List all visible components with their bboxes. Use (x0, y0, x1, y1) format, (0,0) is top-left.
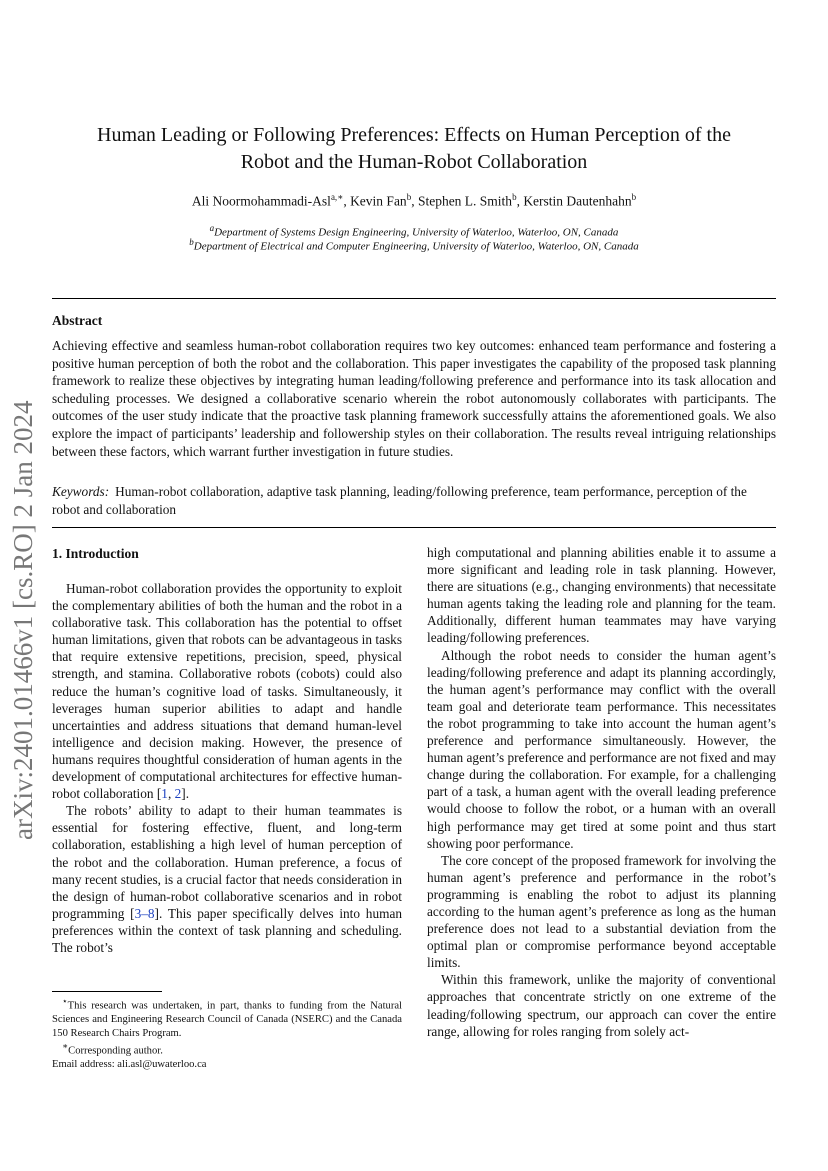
affiliation (60, 237, 768, 253)
footnote-text: Corresponding author. (68, 1045, 163, 1057)
author-name: Kerstin Dautenhahn (523, 193, 632, 209)
author-affil-mark: b (406, 192, 412, 202)
paragraph-text: Human-robot collaboration provides the opportunity to exploit the complementary abilities of both the human and the robot in a collaborative task. This collaboration has the potential to offset human limitations, given that robots can be advantageous in tasks that require extensive repetitions, precision, speed, physical strength, and stamina. Collaborative robots (cobots) could also reduce the human’s cognitive load of tasks. Simultaneously, it leverages human superior abilities to adapt and handle uncertainties and address situations that demand human-level intelligence and decision making. However, the presence of humans requires thoughtful consideration of human agents in the development of computational architectures for effective human-robot collaboration [ (52, 581, 402, 802)
author-list: Ali Noormohammadi-Asl$^{a,∗}$, Kevin Fan$^b$, Stephen L. Smith$^b$, Kerstin Dautenhahn$^b$ (191, 192, 637, 209)
citation-link[interactable]: 1 (161, 786, 168, 802)
abstract-heading: Abstract (52, 313, 103, 328)
affil-mark: a (209, 223, 215, 233)
author-name: Kevin Fan (350, 193, 407, 209)
section-heading: 1. Introduction (52, 546, 139, 561)
author-affil-mark: a,∗ (330, 192, 344, 202)
paragraph-text: The robots’ ability to adapt to their human teammates is essential for fostering effective, fluent, and long-term collaboration, establishing a high level of human perception of the robot and the collaboration. Human preference, a focus of many recent studies, is a crucial factor that needs consideration in the design of human-robot collaborative scenarios and in robot programming [ (52, 803, 402, 921)
right-column (427, 544, 776, 1040)
affil-text: Department of Electrical and Computer Engineering, University of Waterloo, Waterloo, ON, Canada (193, 240, 639, 253)
paper-title (60, 122, 768, 176)
footnotes (52, 995, 402, 1072)
author-name: Ali Noormohammadi-Asl (191, 193, 331, 209)
footnote-mark: ∗ (62, 1041, 69, 1052)
abstract-text: Achieving effective and seamless human-robot collaboration requires two key outcomes: enhanced team performance and fostering a positive human perception of both the robot and the collaboration. This paper investigates the capability of the proposed task planning framework to realize these objectives by integrating human leading/following preference and performance into its task allocation and scheduling processes. We designed a collaborative scenario wherein the robot autonomously collaborates with participants. The outcomes of the user study indicate that the proactive task planning framework successfully attains the aforementioned goals. We also explore the impact of participants’ leadership and followership styles on their collaboration. The results reveal intriguing relationships between these factors, which warrant further investigation in future studies. (52, 338, 776, 459)
left-column (52, 580, 402, 956)
citation-link[interactable]: 3–8 (134, 905, 155, 921)
title-line-1: Human Leading or Following Preferences: Effects on Human Perception of the (97, 124, 731, 146)
footnote-email[interactable]: Email address: ali.asl@uwaterloo.ca (52, 1059, 207, 1071)
footnote-divider (52, 991, 162, 992)
paragraph (52, 802, 402, 956)
footnote-mark: ⋆ (62, 996, 68, 1006)
keywords-label: Keywords: (52, 484, 110, 499)
paragraph-text: ]. This paper specifically delves into human preferences within the context of task planning and scheduling. The robot’s (52, 905, 402, 955)
footnote-funding (52, 995, 402, 1040)
author-affil-mark: b (512, 192, 517, 202)
paragraph: Human-robot collaboration provides the opportunity to exploit the complementary abilities of both the human and the robot in a collaborative task. This collaboration has the potential to offset human limitations, given that robots can be advantageous in tasks that require extensive repetitions, precision, speed, physical strength, and stamina. Collaborative robots (cobots) could also reduce the human’s cognitive load of tasks. Simultaneously, it leverages human superior abilities to adapt and handle uncertainties and address situations that demand human-level intelligence and decision making. However, the presence of humans requires thoughtful consideration of human agents in the development of computational architectures for effective human-robot collaboration [1, 2]. (52, 581, 402, 802)
footnote-corresponding (52, 1040, 402, 1058)
footnote-text: This research was undertaken, in part, thanks to funding from the Natural Sciences and Engineering Research Council of Canada (NSERC) and the Canada 150 Research Chairs Program. (52, 1000, 402, 1039)
author-name: Stephen L. Smith (417, 193, 513, 209)
author-affil-mark: b (631, 192, 637, 202)
affil-text: Department of Systems Design Engineering, University of Waterloo, Waterloo, ON, Canada (214, 226, 619, 239)
paragraph-text: ]. (181, 786, 190, 802)
keywords-text: Human-robot collaboration, adaptive task planning, leading/following preference, team performance, perception of the robot and collaboration (52, 484, 747, 517)
title-line-2: Robot and the Human-Robot Collaboration (240, 151, 588, 173)
paragraph: The core concept of the proposed framework for involving the human agent’s preference and performance in the robot’s programming is enabling the robot to adjust its planning according to the human agent’s preference as long as the human preference does not lead to a substantial deviation from the optimal plan or compromise performance beyond acceptable limits. (427, 852, 776, 971)
keywords (52, 483, 776, 518)
top-divider (52, 298, 776, 299)
arxiv-identifier: arXiv:2401.01466v1 [cs.RO] 2 Jan 2024 (8, 400, 38, 840)
citation-link[interactable]: 2 (174, 786, 182, 802)
paragraph: Within this framework, unlike the majority of conventional approaches that concentrate strictly on one extreme of the leading/following spectrum, our approach can cover the entire range, allowing for roles ranging from solely act- (427, 972, 776, 1039)
bottom-divider (52, 527, 776, 528)
affil-mark: b (189, 237, 194, 247)
paragraph: high computational and planning abilities enable it to assume a more significant and leading role in task planning. However, there are situations (e.g., changing environments) that necessitate human agents taking the leading role and planning for the team. Additionally, different human teammates may have varying leading/following preferences. (427, 545, 776, 646)
paragraph: Although the robot needs to consider the human agent’s leading/following preference and adapt its planning accordingly, the human agent’s performance may conflict with the overall team goal and deteriorate team performance. This necessitates the robot programming to take into account the human agent’s preference and performance simultaneously. However, the human agent’s preference and performance are not fixed and may change during the collaboration. For example, for a challenging part of a task, a human agent with the overall leading preference would choose to follow the robot, or a human with an overall high performance may get tired at some point and thus start showing poor performance. (427, 647, 776, 851)
